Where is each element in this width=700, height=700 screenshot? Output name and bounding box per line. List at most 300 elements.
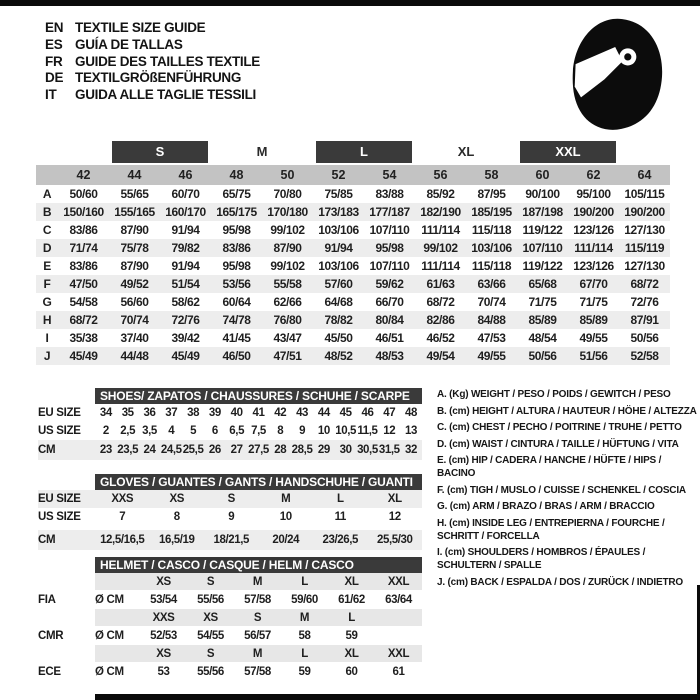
textile-cell: 185/195 [471,205,512,219]
gloves_table-cm-cell: 16,5/19 [158,534,195,546]
shoes_table-eu-cell: 36 [143,407,156,419]
textile-cell: 47/50 [69,277,98,291]
helmet-value-cell: 55/56 [197,665,224,678]
shoes_table-eu-cell: 48 [405,407,418,419]
measurement-letter: J [43,349,51,363]
gloves_table-us-cell: 10 [279,511,292,523]
helmet-value-cell: 57/58 [244,665,271,678]
legend-entry: J. (cm) BACK / ESPALDA / DOS / ZURÜCK / INDIETRO [437,576,683,588]
shoes_table-us-cell: 11,5 [357,425,378,437]
textile-cell: 51/54 [171,277,200,291]
helmet-unit-label: Ø CM [95,665,124,678]
textile-cell: 87/90 [120,223,149,237]
textile-cell: 56/60 [120,295,149,309]
gloves_table-us-row [38,508,422,526]
textile-cell: 54/58 [69,295,98,309]
measurement-letter: G [42,295,52,309]
textile-cell: 99/102 [270,259,305,273]
gloves_table-row-label: US SIZE [38,511,81,523]
textile-cell: 62/66 [273,295,302,309]
size-group-m: M [256,144,268,159]
shoes_table-cm-cell: 32 [405,444,418,456]
textile-row-i [36,329,670,347]
measurement-letter: C [42,223,52,237]
helmet-sizes-row-ece [38,645,422,662]
textile-cell: 48/53 [375,349,404,363]
textile-cell: 155/165 [114,205,155,219]
textile-cell: 79/82 [171,241,200,255]
textile-cell: 190/200 [573,205,614,219]
textile-cell: 53/56 [222,277,251,291]
textile-row-h [36,311,670,329]
helmet-size-table [38,557,422,681]
eu-size-header-cell: 58 [484,168,499,182]
textile-cell: 107/110 [369,259,410,273]
textile-cell: 65/68 [528,277,557,291]
eu-size-header-cell: 54 [382,168,397,182]
shoes_table-us-cell: 10,5 [335,425,357,437]
shoes_table-us-cell: 2,5 [120,425,136,437]
textile-cell: 87/90 [120,259,149,273]
legend-entry: H. (cm) INSIDE LEG / ENTREPIERNA / FOURCHE / SCHRITT / FORCELLA [437,517,665,542]
textile-cell: 87/91 [630,313,659,327]
gloves_table-eu-row [38,490,422,508]
language-title-list [45,20,260,104]
textile-cell: 71/74 [69,241,98,255]
shoes_table-us-cell: 8 [277,425,284,437]
textile-cell: 72/76 [171,313,200,327]
textile-cell: 111/114 [574,241,613,255]
helmet-value-cell: 53 [157,665,170,678]
textile-cell: 45/50 [324,331,353,345]
textile-cell: 49/52 [120,277,149,291]
textile-cell: 127/130 [624,259,665,273]
shoes_table-eu-cell: 34 [99,407,112,419]
helmet-value-cell: 61/62 [338,593,365,606]
textile-cell: 95/98 [375,241,404,255]
helmet-sizes-row-cmr [38,609,422,626]
textile-cell: 99/102 [423,241,458,255]
textile-cell: 50/60 [69,187,98,201]
textile-cell: 182/190 [420,205,461,219]
gloves_table-cm-cell: 20/24 [272,534,300,546]
textile-cell: 55/58 [273,277,302,291]
gloves_table-cm-cell: 23/26,5 [322,534,359,546]
shoes_table-cm-row [38,440,422,460]
gloves_table-cm-cell: 25,5/30 [376,534,413,546]
racing-helmet-icon [563,14,671,134]
helmet-value-cell: 60 [345,665,358,678]
textile-cell: 50/56 [528,349,557,363]
textile-cell: 111/114 [421,259,460,273]
textile-cell: 41/45 [222,331,251,345]
shoes_table-cm-cell: 24 [143,444,156,456]
textile-cell: 39/42 [171,331,200,345]
size-group-l: L [316,141,412,163]
helmet-size-cell: M [252,575,263,588]
shoes_table-row-label: US SIZE [38,425,81,437]
language-title: TEXTILE SIZE GUIDE [75,20,206,35]
textile-cell: 119/122 [522,259,563,273]
legend-entry: A. (Kg) WEIGHT / PESO / POIDS / GEWITCH / PESO [437,389,671,400]
textile-cell: 103/106 [471,241,512,255]
shoes_table-cm-cell: 26 [208,444,221,456]
helmet-values-cells [95,626,422,645]
gloves_table-row-label: EU SIZE [38,493,81,505]
language-row [45,70,260,87]
gloves_table-eu-cells [95,490,422,508]
language-title: GUIDE DES TAILLES TEXTILE [75,53,261,69]
helmet-unit-label: Ø CM [95,629,124,642]
helmet-size-cell: XXL [387,647,410,660]
textile-cell: 91/94 [171,223,200,237]
textile-cell: 190/200 [624,205,665,219]
textile-cell: 68/72 [426,295,455,309]
shoes_table-eu-cell: 47 [383,407,396,419]
textile-cell: 165/175 [216,205,257,219]
helmet-size-cell: XS [156,575,171,588]
eu-size-header-cell: 46 [178,168,193,182]
textile-cell: 127/130 [624,223,665,237]
shoes_table-cm-cell: 23 [99,444,112,456]
language-row [45,54,260,71]
shoes_table-cm-cell: 24,5 [160,444,182,456]
helmet-value-cell: 53/54 [150,593,177,606]
shoes_table-cm-cell: 29 [317,444,330,456]
textile-row-g [36,293,670,311]
shoes_table-cm-cell: 30 [339,444,352,456]
size-group-xxl: XXL [520,141,616,163]
textile-cell: 45/49 [171,349,200,363]
helmet-standard-label: ECE [38,665,61,678]
helmet-size-cell: M [299,611,310,624]
gloves_table-title: GLOVES / GUANTES / GANTS / HANDSCHUHE / GUANTI [95,474,422,490]
textile-cell: 107/110 [522,241,563,255]
measurement-letter: F [43,277,51,291]
helmet-unit-label: Ø CM [95,593,124,606]
textile-cell: 48/52 [324,349,353,363]
shoes_table-title-row [38,388,422,404]
textile-row-j [36,347,670,365]
shoes_table-us-cell: 13 [405,425,418,437]
gloves_table-cm-cell: 18/21,5 [213,534,250,546]
textile-cell: 70/74 [477,295,506,309]
textile-cell: 50/56 [630,331,659,345]
legend-entry: D. (cm) WAIST / CINTURA / TAILLE / HÜFTUNG / VITA [437,438,679,450]
language-row [45,37,260,54]
textile-row-a [36,185,670,203]
textile-cell: 123/126 [573,259,614,273]
measurement-letter: E [43,259,51,273]
gloves_table-us-cell: 11 [334,511,346,523]
textile-row-e [36,257,670,275]
gloves_table-us-cell: 9 [228,511,235,523]
shoes_table-eu-cell: 42 [274,407,287,419]
helmet-sizes-band [95,609,422,626]
textile-cell: 83/86 [222,241,251,255]
textile-cell: 115/119 [624,241,665,255]
eu-size-header-cell: 48 [229,168,244,182]
textile-cell: 59/62 [375,277,404,291]
textile-cell: 90/100 [525,187,560,201]
measurement-letter: D [42,241,52,255]
language-row [45,87,260,104]
textile-cell: 91/94 [324,241,353,255]
bottom-border-bar [95,694,700,700]
helmet-size-cell: XS [203,611,218,624]
legend-entry: E. (cm) HIP / CADERA / HANCHE / HÜFTE / HIPS / BACINO [437,455,662,479]
textile-cell: 80/84 [375,313,404,327]
textile-cell: 48/54 [528,331,557,345]
helmet-value-cell: 59 [345,629,358,642]
textile-cell: 85/89 [579,313,608,327]
language-title: GUIDA ALLE TAGLIE TESSILI [75,87,256,103]
textile-cell: 37/40 [120,331,149,345]
shoes_table-eu-row [38,404,422,422]
legend-entry: C. (cm) CHEST / PECHO / POITRINE / TRUHE / PETTO [437,422,682,433]
textile-cell: 75/85 [324,187,353,201]
textile-cell: 49/55 [477,349,506,363]
size-group-row [36,139,670,164]
shoes_table-us-cell: 6,5 [229,425,245,437]
eu-size-header-cell: 50 [280,168,295,182]
textile-cell: 103/106 [318,259,359,273]
eu-size-header-cell: 52 [331,168,346,182]
helmet-title-row [38,557,422,573]
textile-cell: 57/60 [324,277,353,291]
language-title: TEXTILGRÖßENFÜHRUNG [75,70,242,86]
eu-size-header-cell: 64 [637,168,652,182]
helmet-standard-label: FIA [38,593,56,606]
textile-cell: 68/72 [630,277,659,291]
helmet-values-cells [95,590,422,609]
textile-cell: 177/187 [369,205,410,219]
language-code: IT [45,87,57,103]
shoes_table-eu-cells [95,404,422,422]
textile-cell: 87/90 [273,241,302,255]
shoes_table-eu-cell: 35 [121,407,134,419]
gloves_table-us-cell: 8 [173,511,180,523]
textile-cell: 123/126 [573,223,614,237]
eu-size-header-cell: 56 [433,168,448,182]
gloves_table-title-row [38,474,422,490]
textile-cell: 61/63 [426,277,455,291]
shoes_table-cm-cell: 28 [274,444,287,456]
gloves_table-eu-cell: S [227,493,235,505]
textile-cell: 85/89 [528,313,557,327]
shoes_table-eu-cell: 45 [339,407,352,419]
shoes_table-us-cell: 2 [102,425,109,437]
gloves-size-table [38,474,422,550]
helmet-size-cell: XS [156,647,171,660]
textile-cell: 51/56 [579,349,608,363]
textile-cell: 105/115 [624,187,665,201]
language-row [45,20,260,37]
textile-row-c [36,221,670,239]
textile-cell: 95/100 [576,187,611,201]
textile-cell: 46/50 [222,349,251,363]
language-code: FR [45,53,63,69]
textile-cell: 52/58 [630,349,659,363]
shoes_table-row-label: CM [38,444,56,456]
shoes_table-row-label: EU SIZE [38,407,81,419]
helmet-value-cell: 52/53 [150,629,177,642]
gloves_table-eu-cell: XL [387,493,402,505]
textile-cell: 75/78 [120,241,149,255]
textile-cell: 47/51 [273,349,302,363]
textile-cell: 82/86 [426,313,455,327]
textile-cell: 46/52 [426,331,455,345]
shoes_table-us-cell: 6 [211,425,218,437]
textile-cell: 49/55 [579,331,608,345]
shoes_table-cm-cell: 30,5 [357,444,378,456]
textile-cell: 45/49 [69,349,98,363]
size-group-s: S [112,141,208,163]
textile-cell: 60/64 [222,295,251,309]
shoes_table-cm-cell: 28,5 [291,444,313,456]
shoes_table-eu-cell: 41 [252,407,265,419]
shoes_table-eu-cell: 40 [230,407,243,419]
eu-size-header-cell: 42 [76,168,91,182]
shoes_table-cm-cell: 25,5 [182,444,204,456]
textile-cell: 68/72 [69,313,98,327]
textile-cell: 84/88 [477,313,506,327]
shoes_table-us-cell: 12 [383,425,396,437]
helmet-values-row-fia [38,590,422,609]
language-code: EN [45,20,64,35]
textile-cell: 187/198 [522,205,563,219]
textile-cell: 115/118 [471,259,512,273]
size-group-xl: XL [457,144,475,159]
helmet-size-cell: S [206,575,215,588]
textile-cell: 66/70 [375,295,404,309]
gloves_table-eu-cell: L [336,493,344,505]
textile-cell: 173/183 [318,205,359,219]
textile-cell: 43/47 [273,331,302,345]
shoes_table-us-cell: 3,5 [142,425,157,437]
textile-cell: 78/82 [324,313,353,327]
shoes_table-eu-cell: 44 [317,407,330,419]
textile-cell: 76/80 [273,313,302,327]
textile-row-d [36,239,670,257]
helmet-size-cell: XXL [387,575,410,588]
shoes_table-us-cell: 10 [317,425,330,437]
gloves_table-cm-row [38,530,422,550]
helmet-value-cell: 57/58 [244,593,271,606]
gloves_table-us-cell: 7 [119,511,126,523]
shoes_table-eu-cell: 37 [165,407,178,419]
textile-cell: 63/66 [477,277,506,291]
textile-cell: 47/53 [477,331,506,345]
textile-cell: 119/122 [522,223,563,237]
helmet-sizes-band [95,645,422,662]
textile-cell: 72/76 [630,295,659,309]
textile-cell: 46/51 [375,331,404,345]
helmet-values-row-ece [38,662,422,681]
shoes_table-eu-cell: 38 [187,407,200,419]
language-title: GUÍA DE TALLAS [75,36,183,52]
shoes_table-cm-cell: 27,5 [248,444,269,456]
textile-cell: 83/86 [69,259,98,273]
eu-size-header-cell: 62 [586,168,601,182]
helmet-size-cell: S [253,611,262,624]
shoes_table-eu-cell: 46 [361,407,374,419]
textile-cell: 70/80 [273,187,302,201]
helmet-value-cell: 58 [298,629,311,642]
language-code: DE [45,70,64,86]
eu-size-header-row [36,165,670,185]
gloves_table-us-cell: 12 [388,511,401,523]
helmet-size-cell: L [348,611,355,624]
shoes_table-title: SHOES/ ZAPATOS / CHAUSSURES / SCHUHE / SCARPE [95,388,422,404]
textile-row-b [36,203,670,221]
textile-cell: 65/75 [222,187,251,201]
helmet-value-cell: 56/57 [244,629,271,642]
measurement-letter: B [42,205,52,219]
gloves_table-eu-cell: XXS [111,493,134,505]
shoes_table-eu-cell: 39 [208,407,221,419]
textile-cell: 85/92 [426,187,455,201]
helmet-values-row-cmr [38,626,422,645]
textile-cell: 115/118 [471,223,512,237]
textile-cell: 95/98 [222,223,251,237]
textile-cell: 99/102 [270,223,305,237]
helmet-value-cell: 59/60 [291,593,318,606]
textile-cell: 87/95 [477,187,506,201]
textile-cell: 64/68 [324,295,353,309]
helmet-sizes-band [95,573,422,590]
gloves_table-eu-cell: XS [169,493,185,505]
helmet-size-cell: XXS [152,611,175,624]
textile-cell: 71/75 [579,295,608,309]
helmet-value-cell: 63/64 [385,593,412,606]
legend-entry: G. (cm) ARM / BRAZO / BRAS / ARM / BRACCIO [437,501,655,512]
shoes_table-cm-cells [95,440,422,460]
legend-entry: F. (cm) TIGH / MUSLO / CUISSE / SCHENKEL / COSCIA [437,484,686,496]
textile-cell: 83/88 [375,187,404,201]
textile-cell: 111/114 [421,223,460,237]
helmet-value-cell: 61 [392,665,405,678]
textile-cell: 83/86 [69,223,98,237]
shoes_table-us-row [38,422,422,440]
gloves_table-row-label: CM [38,534,56,546]
textile-cell: 67/70 [579,277,608,291]
measurement-letter: I [45,331,49,345]
textile-cell: 150/160 [63,205,104,219]
eu-size-header-cell: 60 [535,168,550,182]
shoes_table-us-cell: 9 [299,425,306,437]
textile-cell: 71/75 [528,295,557,309]
textile-row-f [36,275,670,293]
shoes-size-table [38,388,422,460]
helmet-value-cell: 59 [298,665,311,678]
shoes_table-us-cell: 7,5 [251,425,266,437]
shoes_table-cm-cell: 27 [230,444,243,456]
helmet-title: HELMET / CASCO / CASQUE / HELM / CASCO [95,557,422,573]
textile-size-table [36,139,670,365]
textile-cell: 160/170 [165,205,206,219]
legend-entry: I. (cm) SHOULDERS / HOMBROS / ÉPAULES / SCHULTERN / SPALLE [437,547,646,571]
textile-cell: 70/74 [120,313,149,327]
eu-size-header-cell: 44 [127,168,142,182]
measurement-letter: H [42,313,52,327]
helmet-standard-label: CMR [38,629,64,642]
shoes_table-us-cell: 5 [190,425,197,437]
helmet-values-cells [95,662,422,681]
language-code: ES [45,36,63,52]
helmet-value-cell: 55/56 [197,593,224,606]
textile-cell: 58/62 [171,295,200,309]
